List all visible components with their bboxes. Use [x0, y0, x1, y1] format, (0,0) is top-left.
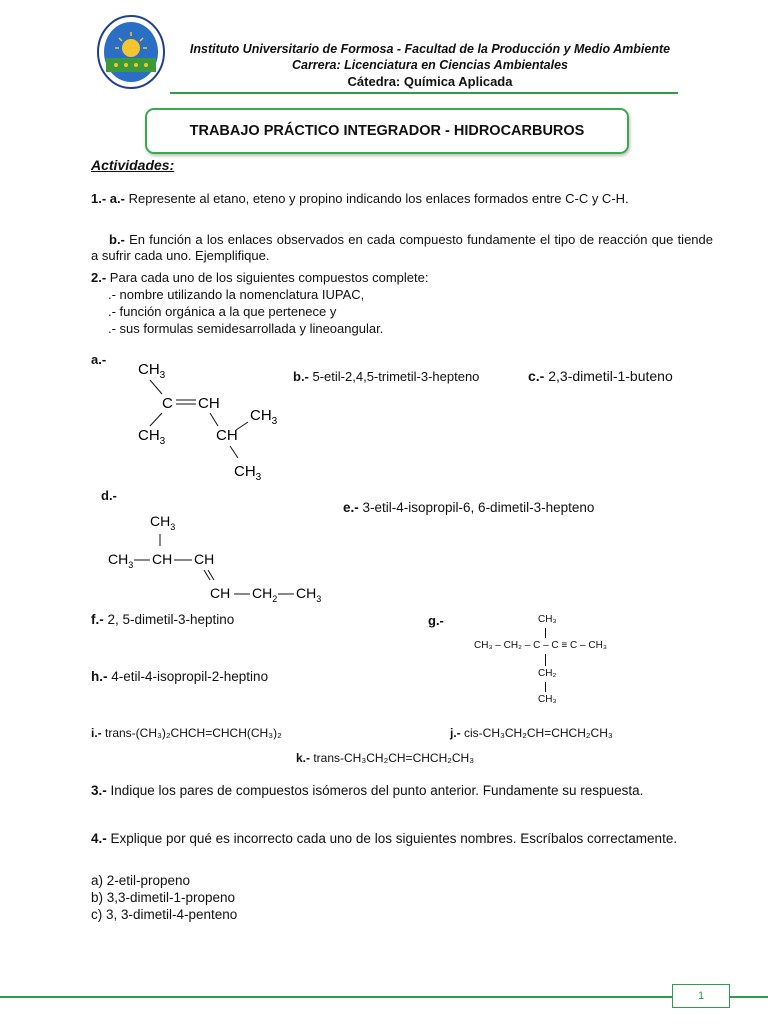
header-career: Carrera: Licenciatura en Ciencias Ambientales [291, 58, 569, 72]
compound-f-label: f.- [91, 612, 108, 627]
question-1a [91, 191, 713, 207]
compound-b-label: b.- [293, 369, 313, 384]
header-institution: Instituto Universitario de Formosa - Facultad de la Producción y Medio Ambiente [189, 42, 671, 56]
q4-item-c: c) 3, 3-dimetil-4-penteno [91, 907, 238, 922]
compound-f [91, 612, 234, 628]
actividades-text: Actividades: [91, 157, 175, 173]
footer-rule [0, 996, 768, 998]
compound-c-label: c.- [528, 368, 549, 384]
g-top-bond [545, 628, 546, 638]
title-box [145, 108, 629, 154]
question-4 [91, 830, 713, 847]
g-branch-ch3: CH₃ [538, 694, 557, 705]
q1-number: 1.- [91, 191, 110, 206]
q1b-text: En función a los enlaces observados en cada compuesto fundamente el tipo de reacción que tiende a sufrir cada uno. Ejemplifique. [91, 232, 713, 263]
g-branch-ch2: CH₂ [538, 668, 557, 679]
compound-d-label: d.- [101, 488, 117, 503]
q4-text: Explique por qué es incorrecto cada uno de los siguientes nombres. Escríbalos correctamente. [110, 831, 678, 846]
g-bottom-bond-2 [545, 682, 546, 692]
a-ch3-top: $CH_3$ [138, 361, 166, 381]
question-3 [91, 782, 713, 799]
compound-h-label: h.- [91, 669, 112, 684]
compound-i-label: i.- [91, 726, 105, 740]
a-c: C [162, 395, 173, 412]
question-2 [91, 270, 713, 286]
q1a-text: Represente al etano, eteno y propino indicando los enlaces formados entre C-C y C-H. [128, 191, 629, 206]
g-bottom-bond-1 [545, 654, 546, 666]
compound-j [450, 725, 613, 741]
q2-item-2: .- función orgánica a la que pertenece y [108, 304, 337, 319]
svg-text:CH3: $CH_3$ [108, 551, 134, 570]
q2-number: 2.- [91, 270, 110, 285]
compound-j-label: j.- [450, 726, 464, 740]
header-rule [170, 92, 678, 94]
compound-c [528, 368, 673, 384]
q2-item-1: .- nombre utilizando la nomenclatura IUPAC, [108, 287, 365, 302]
a-ch3-bottom: $CH_3$ [138, 427, 166, 447]
compound-k-label: k.- [296, 751, 314, 765]
compound-h [91, 669, 268, 685]
svg-text:CH3: $CH_3$ [150, 513, 176, 532]
compound-e-name: 3-etil-4-isopropil-6, 6-dimetil-3-hepteno [362, 500, 595, 515]
svg-text:CH2: $CH_2$ [252, 585, 278, 604]
compound-b-name: 5-etil-2,4,5-trimetil-3-hepteno [312, 369, 480, 384]
compound-i [91, 725, 282, 741]
compound-g-structure [474, 612, 644, 712]
q3-number: 3.- [91, 783, 111, 798]
g-main-chain: CH₃ – CH₂ – C – C ≡ C – CH₃ [474, 640, 607, 651]
compound-a-label: a.- [91, 352, 107, 367]
q4-item-b: b) 3,3-dimetil-1-propeno [91, 890, 236, 905]
a-ch: CH [198, 395, 220, 412]
compound-e-label: e.- [343, 500, 363, 515]
q1b-label: b.- [109, 232, 130, 247]
compound-h-name: 4-etil-4-isopropil-2-heptino [111, 669, 269, 684]
header-chair: Cátedra: Química Aplicada [347, 74, 513, 89]
q1a-label: a.- [109, 191, 129, 206]
compound-j-name: cis-CH₃CH₂CH=CHCH₂CH₃ [464, 726, 613, 740]
compound-f-name: 2, 5-dimetil-3-heptino [107, 612, 235, 627]
q2-intro: Para cada uno de los siguientes compuestos complete: [109, 270, 429, 285]
page-number: 1 [697, 990, 705, 1002]
a-ch3-right: $CH_3$ [250, 407, 278, 427]
q4-number: 4.- [91, 831, 111, 846]
svg-text:CH: CH [210, 585, 231, 601]
compound-b [293, 369, 479, 385]
page-number-box [672, 984, 730, 1008]
q2-item-3: .- sus formulas semidesarrollada y lineoangular. [108, 321, 384, 336]
a-ch3-end: $CH_3$ [234, 463, 262, 483]
compound-g-label: g.- [428, 613, 444, 628]
q4-item-a: a) 2-etil-propeno [91, 873, 191, 888]
question-1b [91, 232, 713, 264]
compound-c-name: 2,3-dimetil-1-buteno [548, 368, 673, 384]
q3-text: Indique los pares de compuestos isómeros del punto anterior. Fundamente su respuesta. [110, 783, 644, 798]
compound-i-name: trans-(CH₃)₂CHCH=CHCH(CH₃)₂ [105, 726, 282, 740]
compound-k-name: trans-CH₃CH₂CH=CHCH₂CH₃ [313, 751, 475, 765]
compound-d-structure [106, 512, 336, 607]
actividades-label [91, 157, 174, 173]
page-title: TRABAJO PRÁCTICO INTEGRADOR - HIDROCARBUROS [189, 123, 585, 139]
compound-k [296, 750, 474, 766]
compound-a-structure [130, 358, 290, 483]
g-top-ch3: CH₃ [538, 614, 557, 625]
svg-text:CH: CH [194, 551, 215, 567]
a-ch-2: CH [216, 427, 238, 444]
svg-text:CH3: $CH_3$ [296, 585, 322, 604]
compound-e [343, 500, 594, 516]
svg-text:CH: CH [152, 551, 173, 567]
